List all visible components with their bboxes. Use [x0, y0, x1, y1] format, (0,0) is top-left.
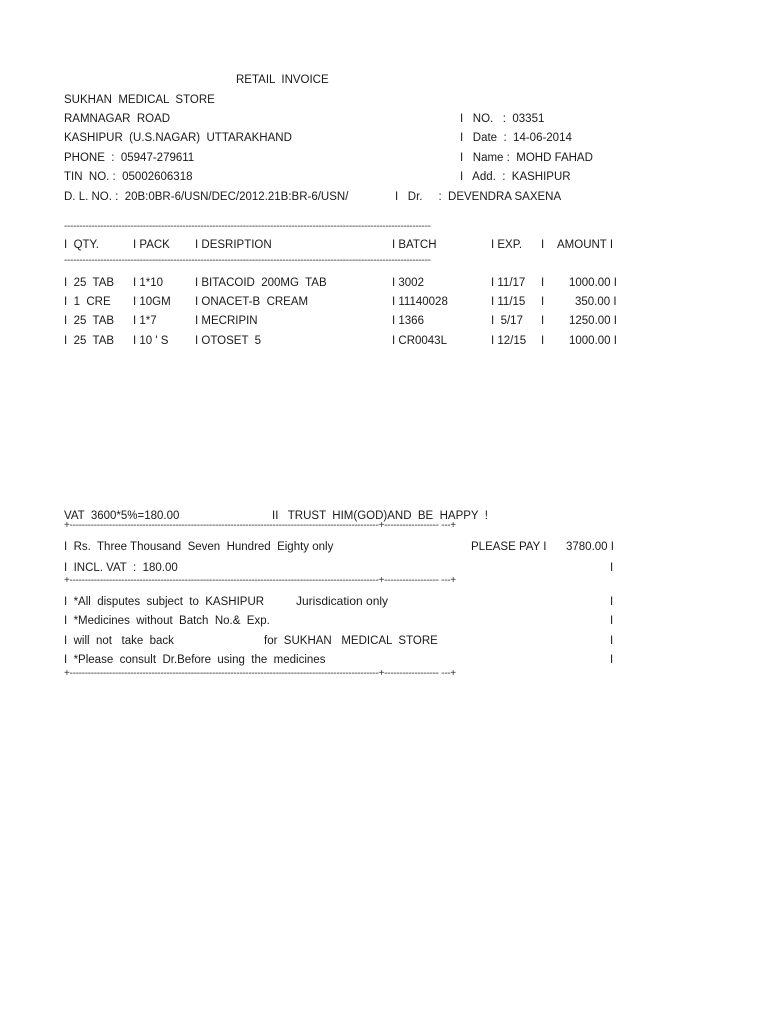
row-amount: 1000.00 I	[569, 277, 617, 289]
note-edge: I	[610, 615, 614, 627]
vat-calculation: VAT 3600*5%=180.00	[64, 510, 180, 522]
row-exp: I 11/15	[491, 296, 526, 308]
total-amount: 3780.00 I	[566, 541, 614, 553]
note-edge: I	[610, 596, 614, 608]
row-sep: I	[541, 335, 545, 347]
row-sep: I	[541, 296, 545, 308]
row-pack: I 1*7	[133, 315, 157, 327]
header-batch: I BATCH	[392, 239, 437, 251]
header-amount: AMOUNT I	[557, 239, 614, 251]
row-description: I ONACET-B CREAM	[195, 296, 309, 308]
row-description: I MECRIPIN	[195, 315, 258, 327]
header-pack: I PACK	[133, 239, 170, 251]
note-take-back: I will not take back	[64, 635, 174, 647]
row-exp: I 11/17	[491, 277, 526, 289]
note-consult: I *Please consult Dr.Before using the medicines	[64, 654, 326, 666]
incl-vat: I INCL. VAT : 180.00	[64, 562, 178, 574]
row-amount: 1250.00 I	[569, 315, 617, 327]
dl-number: D. L. NO. : 20B:0BR-6/USN/DEC/2012.21B:BR-6/USN/	[64, 191, 349, 203]
note-disputes: I *All disputes subject to KASHIPUR	[64, 596, 265, 608]
rule-header: -------------------------------------------------------------------------------------------------------------------------	[64, 256, 431, 266]
invoice-title: RETAIL INVOICE	[236, 74, 329, 86]
row-batch: I 1366	[392, 315, 424, 327]
row-batch: I 11140028	[392, 296, 448, 308]
note-batch: I *Medicines without Batch No.& Exp.	[64, 615, 270, 627]
header-sep: I	[541, 239, 545, 251]
note-edge: I	[610, 654, 614, 666]
header-exp: I EXP.	[491, 239, 523, 251]
store-name: SUKHAN MEDICAL STORE	[64, 94, 215, 106]
row-amount: 1000.00 I	[569, 335, 617, 347]
address-line1: RAMNAGAR ROAD	[64, 113, 171, 125]
address-line2: KASHIPUR (U.S.NAGAR) UTTARAKHAND	[64, 132, 292, 144]
signature-store: for SUKHAN MEDICAL STORE	[264, 635, 438, 647]
row-pack: I 10 ' S	[133, 335, 169, 347]
doctor-name: I Dr. : DEVENDRA SAXENA	[395, 191, 562, 203]
row-qty: I 25 TAB	[64, 315, 115, 327]
row-batch: I CR0043L	[392, 335, 447, 347]
invoice-date: I Date : 14-06-2014	[460, 132, 572, 144]
amount-in-words: I Rs. Three Thousand Seven Hundred Eighty only	[64, 541, 334, 553]
customer-name: I Name : MOHD FAHAD	[460, 152, 593, 164]
row-description: I OTOSET 5	[195, 335, 262, 347]
note-jurisdiction: Jurisdication only	[296, 594, 389, 608]
row-pack: I 1*10	[133, 277, 164, 289]
row-pack: I 10GM	[133, 296, 171, 308]
row-qty: I 25 TAB	[64, 277, 115, 289]
row-qty: I 1 CRE	[64, 296, 111, 308]
rule-top: -------------------------------------------------------------------------------------------------------------------------	[64, 222, 431, 232]
rule-box-bottom: +------------------------------------------------------------------------------------------------------+------------------ ---+	[64, 669, 456, 679]
rule-box-top: +------------------------------------------------------------------------------------------------------+------------------ ---+	[64, 521, 456, 531]
row-amount: 350.00 I	[575, 296, 617, 308]
row-sep: I	[541, 315, 545, 327]
please-pay-label: PLEASE PAY I	[471, 541, 547, 553]
row-exp: I 12/15	[491, 335, 527, 347]
row-sep: I	[541, 277, 545, 289]
rule-box-mid: +------------------------------------------------------------------------------------------------------+------------------ ---+	[64, 576, 456, 586]
customer-address: I Add. : KASHIPUR	[460, 171, 571, 183]
row-description: I BITACOID 200MG TAB	[195, 277, 327, 289]
phone: PHONE : 05947-279611	[64, 152, 195, 164]
tin-number: TIN NO. : 05002606318	[64, 171, 193, 183]
header-qty: I QTY.	[64, 239, 99, 251]
slogan: II TRUST HIM(GOD)AND BE HAPPY !	[272, 510, 488, 522]
header-description: I DESRIPTION	[195, 239, 272, 251]
invoice-number: I NO. : 03351	[460, 113, 545, 125]
row-exp: I 5/17	[491, 315, 523, 327]
row-batch: I 3002	[392, 277, 424, 289]
note-edge: I	[610, 635, 614, 647]
row-qty: I 25 TAB	[64, 335, 115, 347]
incl-vat-edge: I	[610, 562, 614, 574]
